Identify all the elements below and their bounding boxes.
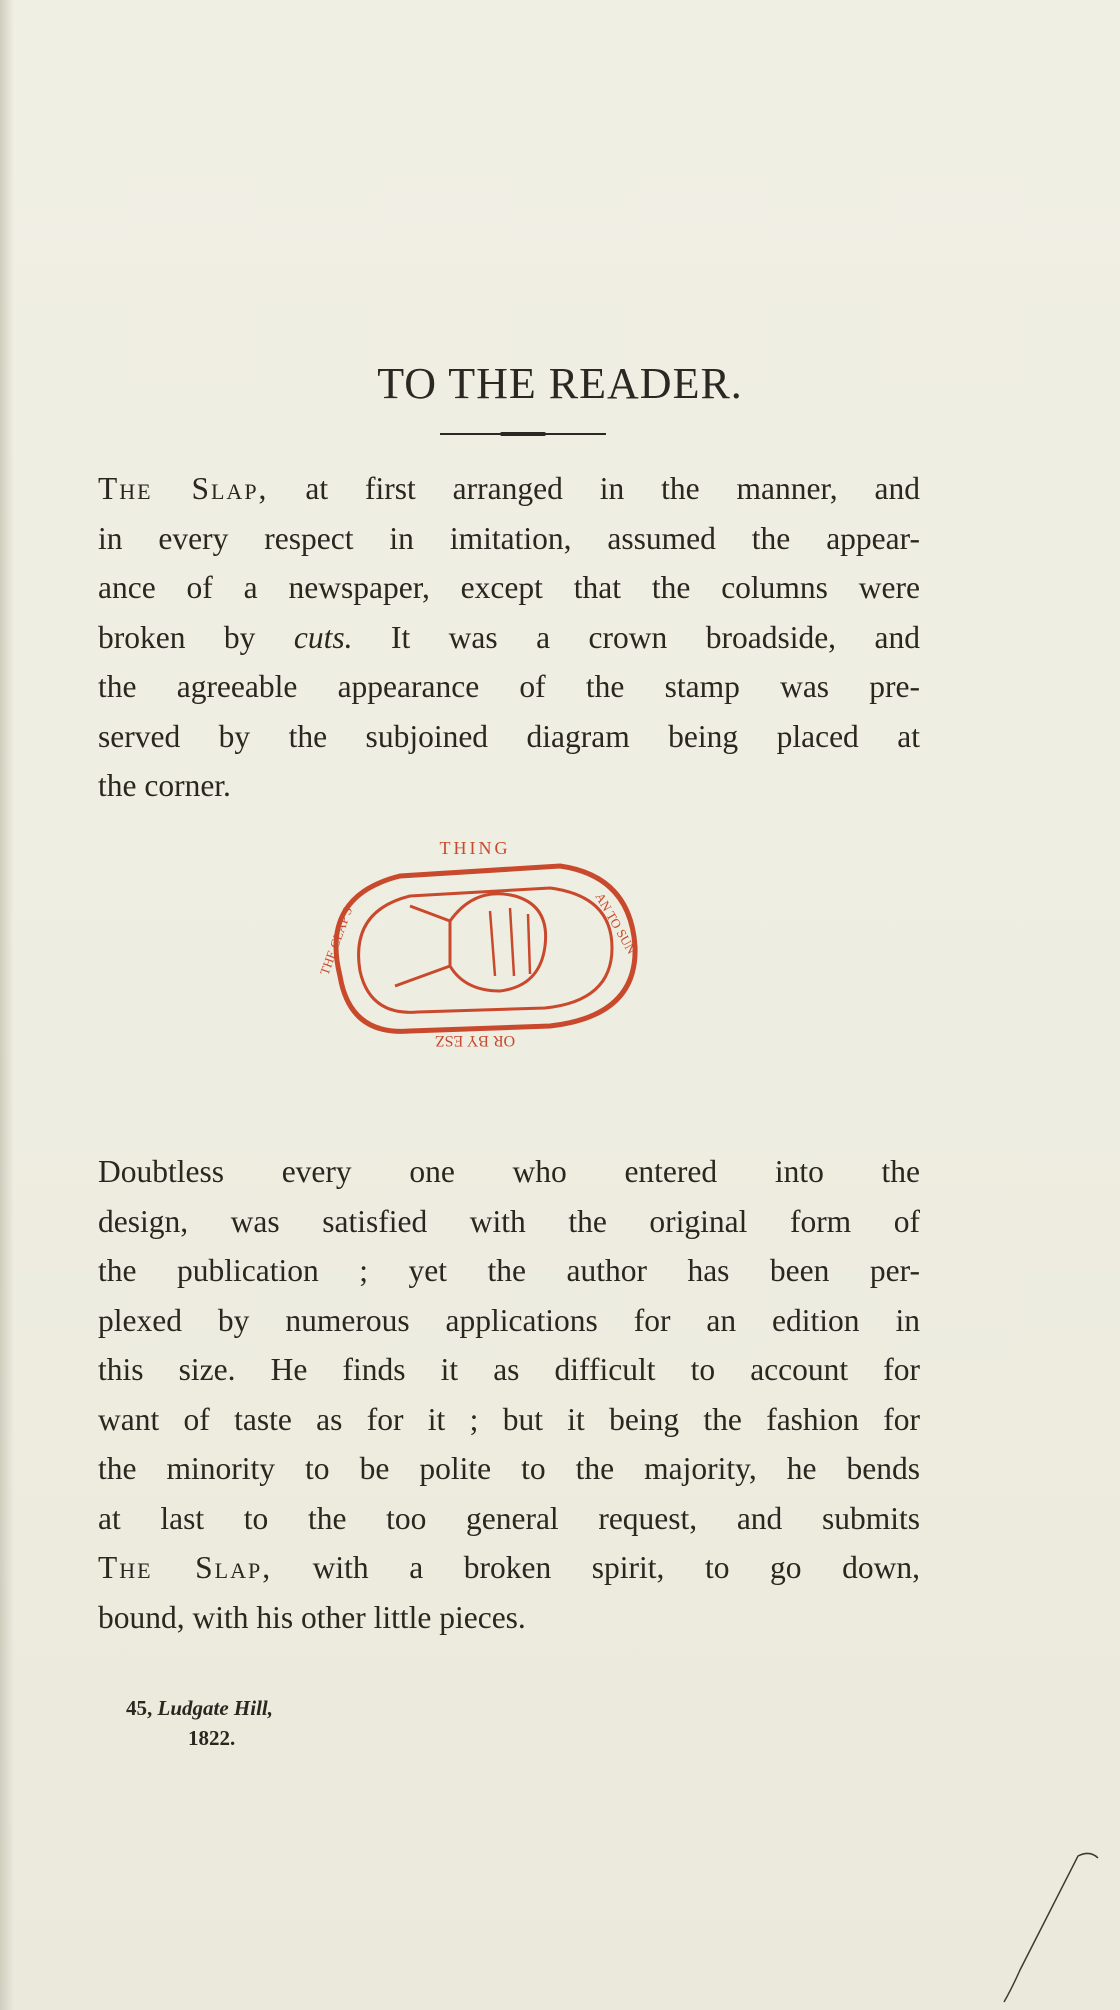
line-text: broken by: [98, 619, 294, 655]
paragraph-line: bound, with his other little pieces.: [98, 1599, 526, 1635]
stamp-fingers: [490, 908, 530, 976]
page-title: TO THE READER.: [377, 359, 743, 408]
stamp-bottom-text: OR BY ESZ: [434, 1032, 516, 1049]
line-text: It was a crown broadside, and: [352, 619, 920, 655]
address-number: 45,: [126, 1696, 153, 1720]
paragraph-line: ance of a newspaper, except that the columns were: [98, 570, 920, 605]
address-place: Ludgate Hill,: [152, 1696, 273, 1720]
stamp-top-text: THING: [439, 838, 511, 858]
stamp-oval-inner: [359, 888, 612, 1012]
line-text: with a broken spirit, to go down,: [272, 1550, 920, 1585]
paragraph-main: [98, 1147, 920, 1642]
paragraph-line: this size. He finds it as difficult to account for: [98, 1352, 920, 1387]
stamp-fist: [450, 894, 546, 991]
stamp-cuff: [395, 906, 450, 986]
spine-shadow: [0, 0, 14, 2010]
paragraph-line: [98, 1543, 920, 1593]
paragraph-line: the minority to be polite to the majority, he bends: [98, 1451, 920, 1486]
paragraph-line: Doubtless every one who entered into the: [98, 1154, 920, 1189]
signature-year: 1822.: [188, 1726, 236, 1750]
title-rule: [440, 433, 606, 435]
smallcaps-title: The Slap,: [98, 1550, 273, 1585]
paragraph-intro: [98, 464, 920, 811]
stamp-diagram: [300, 826, 650, 1056]
page-corner-scratch: [920, 1820, 1120, 2010]
smallcaps-title: The Slap,: [98, 471, 269, 506]
paragraph-line: in every respect in imitation, assumed the appear-: [98, 520, 920, 556]
line-text: at first arranged in the manner, and: [268, 471, 920, 506]
paragraph-line: served by the subjoined diagram being placed at: [98, 718, 920, 754]
paragraph-line: the agreeable appearance of the stamp was pre-: [98, 669, 920, 704]
stamp-right-text: AN TO SUN: [592, 890, 640, 957]
italic-word: cuts.: [293, 619, 353, 655]
paragraph-line: at last to the too general request, and submits: [98, 1500, 920, 1536]
paragraph-line: the publication ; yet the author has been per-: [98, 1253, 920, 1288]
paragraph-line: design, was satisfied with the original form of: [98, 1203, 920, 1239]
signature-block: [126, 1693, 273, 1753]
paragraph-line: [98, 464, 920, 514]
stamp-left-text: THE CLAP'S: [316, 904, 356, 978]
paragraph-line: [98, 613, 920, 663]
paragraph-line: the corner.: [98, 768, 231, 803]
paragraph-line: want of taste as for it ; but it being the fashion for: [98, 1401, 920, 1437]
paragraph-line: plexed by numerous applications for an edition in: [98, 1302, 920, 1338]
